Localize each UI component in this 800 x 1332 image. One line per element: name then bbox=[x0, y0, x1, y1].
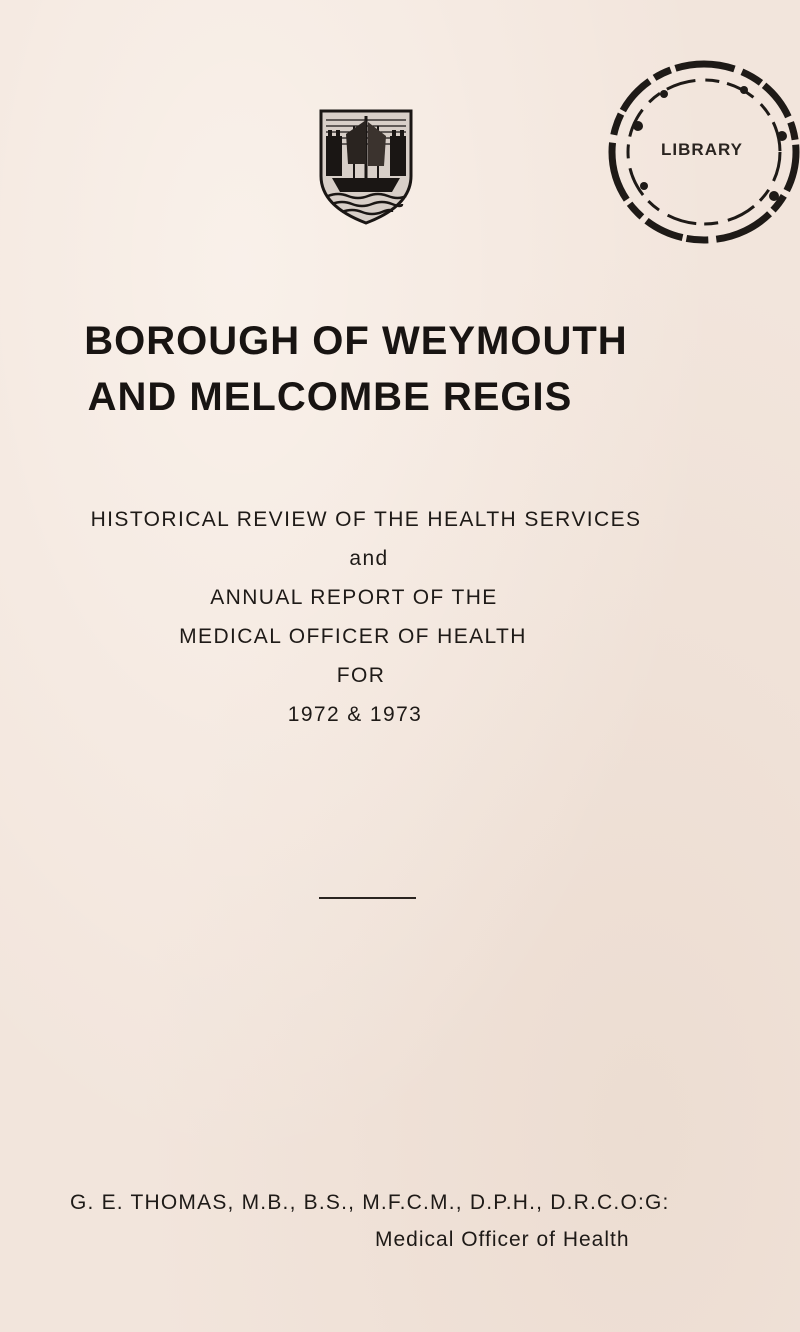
subtitle-line-5: FOR bbox=[336, 664, 386, 687]
document-title bbox=[0, 313, 800, 425]
borough-crest-icon bbox=[318, 108, 414, 226]
section-divider bbox=[319, 897, 416, 899]
author-role: Medical Officer of Health bbox=[375, 1228, 630, 1251]
library-stamp-label: LIBRARY bbox=[661, 140, 743, 159]
author-name: G. E. THOMAS, M.B., B.S., M.F.C.M., D.P.H., D.R.C.O:G: bbox=[70, 1191, 670, 1214]
title-line-1: BOROUGH OF WEYMOUTH bbox=[84, 319, 628, 363]
subtitle-line-6: 1972 & 1973 bbox=[287, 703, 423, 726]
title-line-2: AND MELCOMBE REGIS bbox=[87, 375, 573, 419]
subtitle-line-3: ANNUAL REPORT OF THE bbox=[210, 586, 498, 609]
subtitle-line-1: HISTORICAL REVIEW OF THE HEALTH SERVICES bbox=[90, 508, 642, 531]
document-subtitle bbox=[0, 500, 800, 734]
subtitle-line-2: and bbox=[349, 547, 389, 570]
subtitle-line-4: MEDICAL OFFICER OF HEALTH bbox=[179, 625, 527, 648]
